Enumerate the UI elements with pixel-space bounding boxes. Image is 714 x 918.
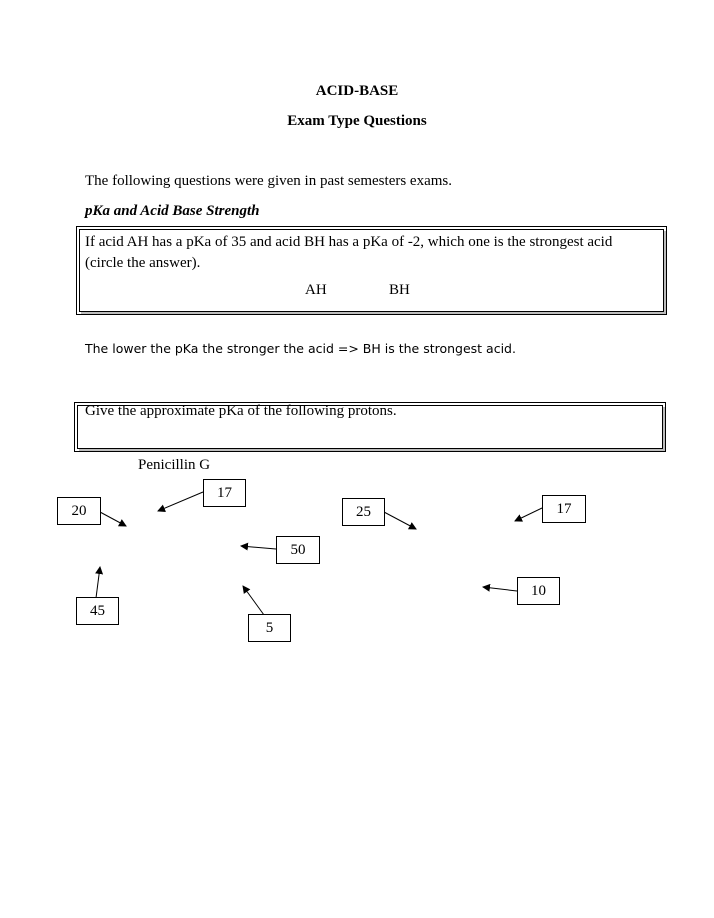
arrow-17-right	[515, 508, 542, 521]
pka-label-10: 10	[517, 577, 560, 605]
pka-label-45: 45	[76, 597, 119, 625]
pka-label-50: 50	[276, 536, 320, 564]
intro-text: The following questions were given in past semesters exams.	[85, 173, 453, 189]
pka-label-20: 20	[57, 497, 101, 525]
pka-label-25: 25	[342, 498, 385, 526]
question-1-text: If acid AH has a pKa of 35 and acid BH has a pKa of -2, which one is the strongest acid (circle the answer).	[85, 234, 613, 271]
arrow-25	[384, 512, 416, 529]
page-title: ACID-BASE	[315, 83, 399, 99]
arrow-50	[241, 546, 276, 549]
section-heading: pKa and Acid Base Strength	[85, 203, 260, 219]
question-2-text: Give the approximate pKa of the following protons.	[85, 403, 397, 419]
pka-label-17-left: 17	[203, 479, 246, 507]
pka-label-5: 5	[248, 614, 291, 642]
molecule-name: Penicillin G	[138, 457, 211, 473]
arrow-5	[243, 586, 264, 615]
choice-bh: BH	[389, 282, 410, 298]
arrow-17-left	[158, 492, 203, 511]
page-subtitle: Exam Type Questions	[287, 113, 427, 129]
pka-label-17-right: 17	[542, 495, 586, 523]
arrow-10	[483, 587, 517, 591]
choice-ah: AH	[305, 282, 327, 298]
arrow-20	[100, 512, 126, 526]
answer-1-text: The lower the pKa the stronger the acid => BH is the strongest acid.	[85, 341, 516, 356]
arrow-45	[96, 567, 100, 598]
